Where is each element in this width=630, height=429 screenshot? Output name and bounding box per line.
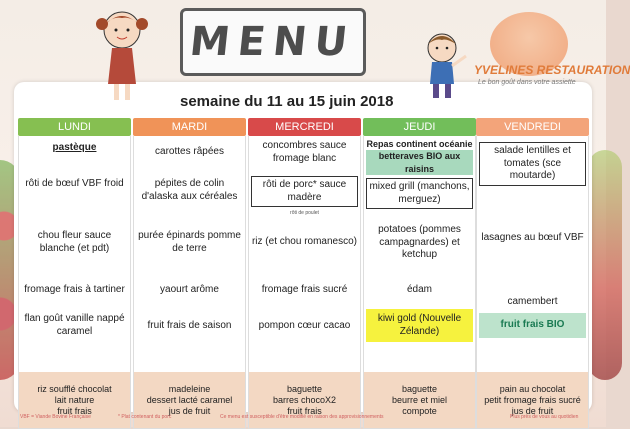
day-column-mercredi bbox=[248, 118, 361, 429]
snack-item: madeleine bbox=[168, 383, 211, 394]
snack-item: baguette bbox=[401, 383, 438, 394]
snack-item: compote bbox=[402, 405, 437, 416]
day-column-lundi bbox=[18, 118, 131, 429]
day-body-vendredi bbox=[476, 136, 589, 429]
snack-item: petit fromage frais sucré bbox=[484, 394, 581, 405]
dairy: fromage frais sucré bbox=[261, 284, 348, 295]
day-column-mardi bbox=[133, 118, 246, 429]
main-dish: rôti de porc* sauce madère bbox=[251, 176, 358, 207]
dairy: édam bbox=[406, 284, 432, 295]
snack-item: fruit frais bbox=[287, 405, 322, 416]
side-dish: purée épinards pomme de terre bbox=[138, 230, 241, 254]
snack-item: riz soufflé chocolat bbox=[37, 383, 112, 394]
day-body-mardi bbox=[133, 136, 246, 429]
day-header-mardi: MARDI bbox=[133, 118, 246, 136]
menu-title-box bbox=[180, 8, 366, 76]
girl-illustration bbox=[92, 6, 156, 106]
starter: betteraves BIO aux raisins bbox=[366, 150, 473, 175]
dessert: kiwi gold (Nouvelle Zélande) bbox=[366, 309, 473, 342]
day-body-lundi bbox=[18, 136, 131, 429]
day-column-vendredi bbox=[476, 118, 589, 429]
dessert: pompon cœur cacao bbox=[258, 320, 351, 331]
dairy: yaourt arôme bbox=[160, 284, 219, 295]
day-body-mercredi bbox=[248, 136, 361, 429]
side-dish: potatoes (pommes campagnardes) et ketchup bbox=[378, 224, 461, 260]
snack-item: baguette bbox=[286, 383, 323, 394]
main-dish: rôti de bœuf VBF froid bbox=[25, 178, 124, 189]
day-header-jeudi: JEUDI bbox=[363, 118, 476, 136]
logo-tagline: Le bon goût dans votre assiette bbox=[478, 79, 576, 86]
fruit-decoration-right bbox=[588, 150, 622, 380]
starter: salade lentilles et tomates (sce moutarde) bbox=[479, 142, 586, 186]
day-header-mercredi: MERCREDI bbox=[248, 118, 361, 136]
day-column-jeudi bbox=[363, 118, 476, 429]
snack-item: jus de fruit bbox=[511, 405, 554, 416]
day-header-lundi: LUNDI bbox=[18, 118, 131, 136]
side-dish: chou fleur sauce blanche (et pdt) bbox=[37, 230, 112, 254]
starter: carottes râpées bbox=[155, 146, 224, 157]
yvelines-restauration-logo bbox=[470, 8, 630, 88]
footer-local-note: Plus près de vous au quotidien bbox=[510, 414, 579, 420]
snack-item: beurre et miel bbox=[391, 394, 448, 405]
dairy: camembert bbox=[507, 296, 558, 307]
side-dish: riz (et chou romanesco) bbox=[251, 236, 358, 247]
snack-item: fruit frais bbox=[57, 405, 92, 416]
snack-item: barres chocoX2 bbox=[272, 394, 337, 405]
day-header-vendredi: VENDREDI bbox=[476, 118, 589, 136]
snack-item: pain au chocolat bbox=[499, 383, 566, 394]
week-heading: semaine du 11 au 15 juin 2018 bbox=[180, 93, 394, 110]
snack-item: dessert lacté caramel bbox=[146, 394, 233, 405]
footer-vbf-note: VBF = Viande Bovine Française bbox=[20, 414, 91, 420]
alternative-dish-note: rôti de poulet bbox=[290, 210, 319, 216]
day-body-jeudi bbox=[363, 136, 476, 429]
starter: concombres sauce fromage blanc bbox=[262, 140, 347, 164]
footer-notice: Ce menu est susceptible d'être modifié en raison des approvisionnements bbox=[220, 414, 384, 420]
main-dish: pépites de colin d'alaska aux céréales bbox=[141, 178, 238, 202]
dessert: flan goût vanille nappé caramel bbox=[24, 313, 125, 337]
logo-name: YVELINES RESTAURATION bbox=[474, 63, 630, 77]
boy-illustration bbox=[416, 30, 472, 102]
dairy: fromage frais à tartiner bbox=[24, 284, 125, 295]
dessert: fruit frais BIO bbox=[479, 313, 586, 338]
snack-item: lait nature bbox=[54, 394, 95, 405]
starter: pastèque bbox=[52, 142, 97, 153]
theme-banner: Repas continent océanie bbox=[366, 139, 473, 149]
footer-porc-note: * Plat contenant du porc bbox=[118, 414, 172, 420]
main-dish: lasagnes au bœuf VBF bbox=[481, 232, 584, 243]
dessert: fruit frais de saison bbox=[147, 320, 232, 331]
menu-title: MENU bbox=[188, 19, 358, 65]
main-dish: mixed grill (manchons, merguez) bbox=[366, 178, 473, 209]
snack-item: jus de fruit bbox=[168, 405, 211, 416]
